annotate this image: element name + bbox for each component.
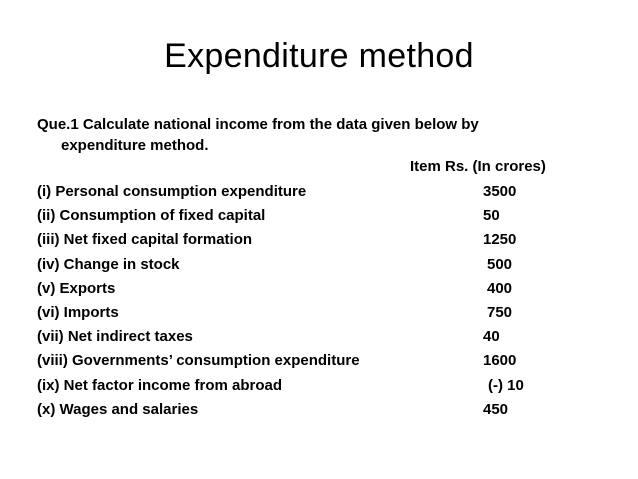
item-value: 450 [483,400,509,418]
item-label: (iii) Net fixed capital formation [37,231,253,249]
table-row [37,301,597,325]
item-value: 750 [487,303,513,321]
question-text [37,114,597,156]
item-label: (ii) Consumption of fixed capital [37,207,266,225]
table-row [37,277,597,301]
item-label: (i) Personal consumption expenditure [37,183,307,200]
item-value: 40 [483,328,500,346]
item-label: (x) Wages and salaries [37,400,199,418]
table-row [37,374,597,398]
item-label: (v) Exports [37,279,116,297]
item-value: 1600 [483,352,517,370]
items-table [37,180,597,422]
table-row [37,398,597,422]
item-value: 1250 [483,231,517,249]
item-label: (viii) Governments’ consumption expenditure [37,352,360,370]
item-value: 400 [487,279,513,297]
column-header: Item Rs. (In crores) [410,158,546,175]
item-value: (-) 10 [488,376,524,394]
item-label: (ix) Net factor income from abroad [37,376,283,394]
question-line-2: expenditure method. [61,137,209,154]
question-line-1: Que.1 Calculate national income from the data given below by [37,116,479,133]
table-row [37,228,597,252]
table-row [37,325,597,349]
item-value: 50 [483,207,500,225]
table-row [37,253,597,277]
table-row [37,349,597,373]
table-row [37,180,597,204]
table-row [37,204,597,228]
item-value: 3500 [483,183,517,200]
item-label: (vi) Imports [37,303,119,321]
item-label: (iv) Change in stock [37,255,180,273]
item-value: 500 [487,255,513,273]
item-label: (vii) Net indirect taxes [37,328,193,346]
slide-title: Expenditure method [164,37,474,75]
